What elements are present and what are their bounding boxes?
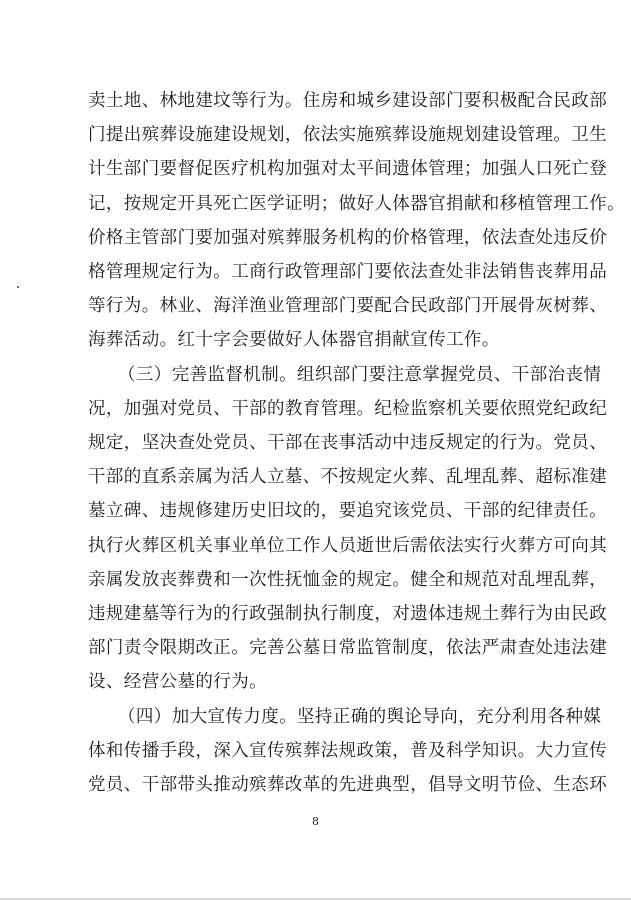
text-line: 记，按规定开具死亡医学证明；做好人体器官捐献和移植管理工作。	[88, 194, 625, 214]
text-line: 部门责令限期改正。完善公墓日常监管制度，依法严肃查处违法建	[88, 638, 608, 658]
text-line: 违规建墓等行为的行政强制执行制度，对遗体违规土葬行为由民政	[88, 604, 608, 624]
text-line: 设、经营公墓的行为。	[88, 672, 267, 692]
section-heading-line: （四）加大宣传力度。坚持正确的舆论导向，充分利用各种媒	[118, 707, 602, 727]
text-line: 体和传播手段，深入宣传殡葬法规政策，普及科学知识。大力宣传	[88, 741, 608, 761]
text-line: 格管理规定行为。工商行政管理部门要依法查处非法销售丧葬用品	[88, 262, 608, 282]
text-line: 海葬活动。红十字会要做好人体器官捐献宣传工作。	[88, 330, 500, 350]
text-line: 干部的直系亲属为活人立墓、不按规定火葬、乱埋乱葬、超标准建	[88, 467, 608, 487]
text-line: 规定，坚决查处党员、干部在丧事活动中违反规定的行为。党员、	[88, 433, 608, 453]
text-line: 亲属发放丧葬费和一次性抚恤金的规定。健全和规范对乱埋乱葬，	[88, 570, 608, 590]
text-line: 执行火葬区机关事业单位工作人员逝世后需依法实行火葬方可向其	[88, 536, 608, 556]
text-line: 党员、干部带头推动殡葬改革的先进典型，倡导文明节俭、生态环	[88, 775, 608, 795]
text-line: 价格主管部门要加强对殡葬服务机构的价格管理，依法查处违反价	[88, 228, 608, 248]
text-line: 计生部门要督促医疗机构加强对太平间遗体管理；加强人口死亡登	[88, 159, 608, 179]
text-line: 卖土地、林地建坟等行为。住房和城乡建设部门要积极配合民政部	[88, 91, 608, 111]
page-number: 8	[312, 815, 319, 828]
text-line: 墓立碑、违规修建历史旧坟的，要追究该党员、干部的纪律责任。	[88, 501, 608, 521]
scan-mark	[17, 286, 19, 288]
text-line: 门提出殡葬设施建设规划，依法实施殡葬设施规划建设管理。卫生	[88, 125, 608, 145]
section-heading-line: （三）完善监督机制。组织部门要注意掌握党员、干部治丧情	[118, 365, 602, 385]
text-line: 等行为。林业、海洋渔业管理部门要配合民政部门开展骨灰树葬、	[88, 296, 608, 316]
text-line: 况，加强对党员、干部的教育管理。纪检监察机关要依照党纪政纪	[88, 399, 608, 419]
